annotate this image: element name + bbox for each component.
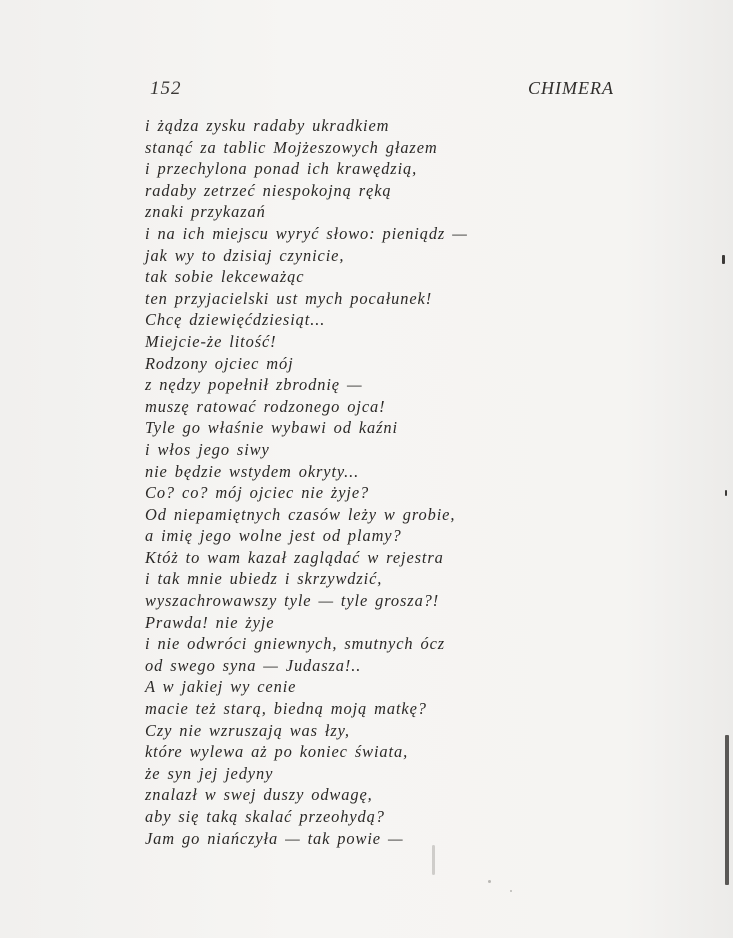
page-header [150,78,614,106]
verse-line: i tak mnie ubiedz i skrzywdzić, [145,569,383,589]
scan-speck [510,890,512,892]
poem-text [145,115,545,849]
verse-line: znaki przykazań [145,202,266,222]
scan-edge-mark [722,255,725,264]
verse-line: macie też starą, biedną moją matkę? [145,699,427,719]
verse-line: jak wy to dzisiaj czynicie, [145,245,345,265]
verse-line: a imię jego wolne jest od plamy? [145,526,402,546]
verse-line: Jam go niańczyła — tak powie — [145,828,404,848]
verse-line: aby się taką skalać przeohydą? [145,807,385,826]
scan-edge-mark [725,490,727,496]
scan-speck [432,845,435,875]
verse-line: i żądza zysku radaby ukradkiem [145,116,390,135]
verse-line: ten przyjacielski ust mych pocałunek! [145,288,433,308]
verse-line: Któż to wam kazał zaglądać w rejestra [145,547,444,567]
verse-line: muszę ratować rodzonego ojca! [145,396,386,416]
verse-line: i na ich miejscu wyryć słowo: pieniądz — [145,223,468,243]
verse-line: od swego syna — Judasza!.. [145,655,362,675]
verse-line: z nędzy popełnił zbrodnię — [145,375,363,395]
running-title: CHIMERA [528,78,614,98]
scan-speck [488,880,491,883]
verse-line: które wylewa aż po koniec świata, [145,742,409,762]
verse-line: i nie odwróci gniewnych, smutnych ócz [145,634,446,654]
verse-line: stanąć za tablic Mojżeszowych głazem [145,137,438,157]
verse-line: Tyle go właśnie wybawi od kaźni [145,418,398,438]
page-number: 152 [150,78,182,99]
scan-edge-mark [725,735,729,885]
verse-line: Rodzony ojciec mój [145,353,294,373]
verse-line: Czy nie wzruszają was łzy, [145,720,350,740]
verse-line: znalazł w swej duszy odwagę, [145,785,373,805]
verse-line: radaby zetrzeć niespokojną ręką [145,180,392,200]
verse-line: i przechylona ponad ich krawędzią, [145,159,418,179]
verse-line: Od niepamiętnych czasów leży w grobie, [145,504,456,524]
verse-line: Chcę dziewięćdziesiąt... [145,310,326,330]
verse-line: Prawda! nie żyje [145,612,275,632]
verse-line: i włos jego siwy [145,439,270,459]
verse-line: A w jakiej wy cenie [145,677,297,697]
verse-line: tak sobie lekceważąc [145,267,305,287]
verse-line: Co? co? mój ojciec nie żyje? [145,483,370,503]
verse-line: że syn jej jedyny [145,763,274,783]
verse-line: Miejcie-że litość! [145,331,277,351]
verse-line: wyszachrowawszy tyle — tyle grosza?! [145,591,440,611]
verse-line: nie będzie wstydem okryty... [145,461,360,481]
